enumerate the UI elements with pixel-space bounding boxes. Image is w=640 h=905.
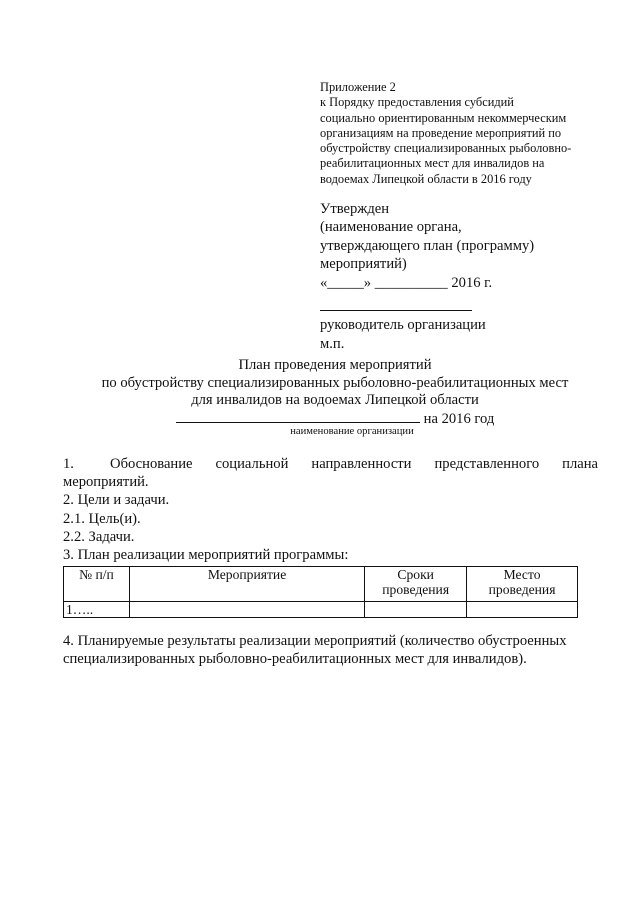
approving-body-line: мероприятий) xyxy=(320,256,407,273)
organization-blank-line xyxy=(176,410,420,423)
section-4: 4. Планируемые результаты реализации мероприятий (количество обустроенных специализированных рыболовно-реабилитационных мест для инвалидов). xyxy=(63,633,567,668)
signer-title: руководитель организации xyxy=(320,317,486,334)
plan-year: на 2016 год xyxy=(423,410,495,427)
table-cell: 1….. xyxy=(64,602,130,618)
section-2-1: 2.1. Цель(и). xyxy=(63,510,141,527)
appendix-line: организациям на проведение мероприятий по xyxy=(320,125,562,140)
activities-table xyxy=(63,566,578,618)
table-cell xyxy=(129,602,364,618)
section-1-number: 1. xyxy=(63,456,74,472)
plan-title xyxy=(60,357,610,438)
appendix-line: социально ориентированным некоммерческим xyxy=(320,110,567,125)
table-header-row xyxy=(64,567,578,602)
appendix-line: водоемах Липецкой области в 2016 году xyxy=(320,171,532,186)
col-number-header: № п/п xyxy=(64,567,130,602)
section-1 xyxy=(63,455,598,473)
section-1-text: Обоснование социальной направленности представленного плана xyxy=(110,456,598,472)
section-1-continued: мероприятий. xyxy=(63,474,149,491)
organization-caption: наименование организации xyxy=(290,426,414,438)
signature-line xyxy=(320,297,472,311)
plan-sections xyxy=(63,455,598,564)
approving-body-line: (наименование органа, xyxy=(320,219,462,236)
table-cell xyxy=(467,602,578,618)
col-place-header: Место проведения xyxy=(467,567,578,602)
appendix-line: реабилитационных мест для инвалидов на xyxy=(320,156,545,171)
section-3: 3. План реализации мероприятий программы: xyxy=(63,547,349,564)
approving-body-line: утверждающего план (программу) xyxy=(320,237,535,254)
plan-title-line: План проведения мероприятий xyxy=(238,357,432,373)
col-dates-header: Сроки проведения xyxy=(365,567,467,602)
section-2-2: 2.2. Задачи. xyxy=(63,528,135,545)
approved-label: Утвержден xyxy=(320,201,390,217)
appendix-header xyxy=(320,80,620,187)
table-cell xyxy=(365,602,467,618)
approval-block xyxy=(320,200,620,353)
seal-label: м.п. xyxy=(320,335,345,352)
plan-title-line: по обустройству специализированных рыболовно-реабилитационных мест xyxy=(101,374,569,391)
appendix-line: обустройству специализированных рыболовно- xyxy=(320,141,572,156)
table-row xyxy=(64,602,578,618)
col-activity-header: Мероприятие xyxy=(129,567,364,602)
section-2: 2. Цели и задачи. xyxy=(63,492,170,509)
appendix-line: к Порядку предоставления субсидий xyxy=(320,95,514,110)
appendix-line: Приложение 2 xyxy=(320,80,396,94)
plan-title-line: для инвалидов на водоемах Липецкой области xyxy=(191,392,479,409)
approval-date-line: «_____» __________ 2016 г. xyxy=(320,274,493,291)
